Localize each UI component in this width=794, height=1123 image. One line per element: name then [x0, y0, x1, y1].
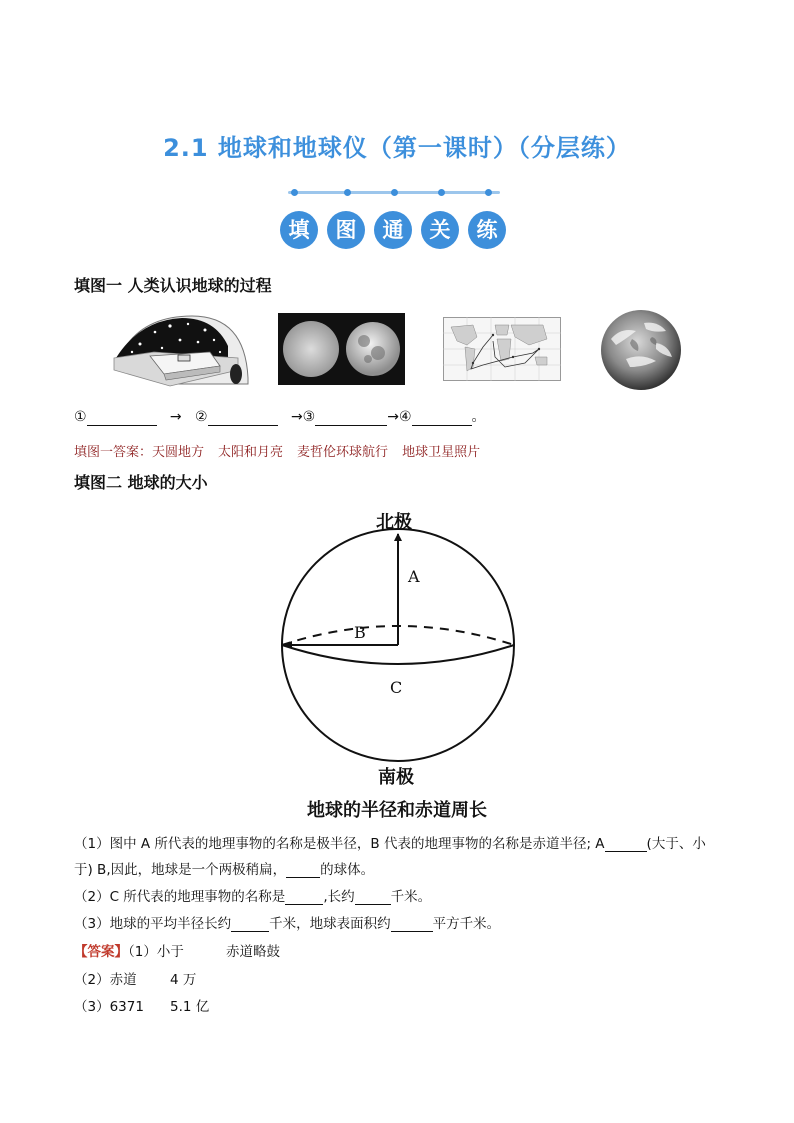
answer-number: （2）: [74, 972, 110, 988]
north-pole-label: 北极: [376, 512, 412, 533]
seq-marker: ①: [74, 409, 87, 425]
banner-dot: [344, 189, 351, 196]
banner-badge: 通: [374, 211, 412, 249]
answer-item: 麦哲伦环球航行: [297, 445, 389, 460]
earth-satellite-photo: [596, 309, 686, 391]
label-a: A: [408, 567, 420, 586]
page-title: 2.1 地球和地球仪（第一课时）（分层练）: [163, 134, 631, 162]
banner-badge: 图: [327, 211, 365, 249]
answer-value: 赤道略鼓: [226, 944, 280, 960]
q3-text: （3）地球的平均半径长约: [74, 916, 232, 932]
answer-number: （1）: [128, 944, 157, 960]
question-1-line1: [74, 832, 706, 852]
answer-number: （3）: [74, 999, 110, 1015]
answer-line-2: [74, 968, 137, 988]
q2-text: ,长约: [323, 889, 355, 905]
answer-item: 天圆地方: [152, 445, 205, 460]
section1-heading: 填图一 人类认识地球的过程: [74, 276, 272, 295]
answer-label: 【答案】: [74, 944, 128, 960]
q1-text: 的球体。: [320, 862, 375, 878]
q3-text: 千米，地球表面积约: [269, 916, 391, 932]
q1-blank-2[interactable]: [286, 864, 320, 878]
earth-radius-diagram: [270, 525, 530, 765]
banner-dot: [391, 189, 398, 196]
banner-badge: 填: [280, 211, 318, 249]
sun-moon-photo: [278, 313, 405, 385]
voyage-map: [443, 317, 561, 381]
q1-text: 于) B,因此，地球是一个两极稍扁，: [74, 862, 287, 878]
banner-badge: 练: [468, 211, 506, 249]
question-1-line2: [74, 858, 374, 878]
q2-blank-1[interactable]: [285, 891, 323, 905]
seq-marker: →③: [290, 409, 316, 425]
q3-blank-2[interactable]: [391, 918, 433, 932]
answer-value: 5.1 亿: [170, 999, 210, 1015]
question-3: [74, 912, 500, 932]
answer-label: 填图一答案：: [74, 445, 153, 460]
q1-text-end: (大于、小: [646, 836, 706, 852]
q1-blank-1[interactable]: [605, 838, 647, 852]
section2-heading: 填图二 地球的大小: [74, 473, 208, 492]
sequence-blanks: [74, 406, 486, 426]
answer-line-3: [74, 995, 144, 1015]
seq-marker: →④: [387, 409, 412, 425]
blank-3[interactable]: [315, 411, 387, 426]
q3-text: 平方千米。: [432, 916, 501, 932]
answer-item: 地球卫星照片: [402, 445, 481, 460]
answer-value: 赤道: [109, 972, 137, 988]
equator-front: [282, 645, 514, 664]
diagram-caption: 地球的半径和赤道周长: [307, 800, 487, 821]
seq-period: 。: [471, 409, 486, 425]
q2-text: 千米。: [390, 889, 432, 905]
banner-dot: [438, 189, 445, 196]
question-2: [74, 885, 431, 905]
answer-line-1: [74, 940, 184, 960]
south-pole-label: 南极: [378, 767, 414, 788]
answer-value: 6371: [109, 999, 144, 1015]
q1-text: （1）图中 A 所代表的地理事物的名称是极半径，B 代表的地理事物的名称是赤道半径; A: [74, 836, 605, 852]
answer-value: 4 万: [170, 972, 197, 988]
banner-dot: [291, 189, 298, 196]
dome-sky-illustration: [110, 312, 255, 388]
q3-blank-1[interactable]: [231, 918, 269, 932]
label-b: B: [354, 623, 366, 642]
blank-1[interactable]: [87, 411, 157, 426]
q2-text: （2）C 所代表的地理事物的名称是: [74, 889, 286, 905]
seq-marker: ②: [195, 409, 208, 425]
label-c: C: [390, 678, 403, 697]
section-banner: [280, 186, 512, 256]
blank-2[interactable]: [208, 411, 278, 426]
blank-4[interactable]: [412, 411, 472, 426]
q2-blank-2[interactable]: [355, 891, 391, 905]
banner-dot: [485, 189, 492, 196]
answer-value: 小于: [156, 944, 184, 960]
seq-arrow: →: [169, 409, 182, 425]
section1-answer: [74, 441, 494, 460]
banner-badge: 关: [421, 211, 459, 249]
answer-item: 太阳和月亮: [218, 445, 284, 460]
